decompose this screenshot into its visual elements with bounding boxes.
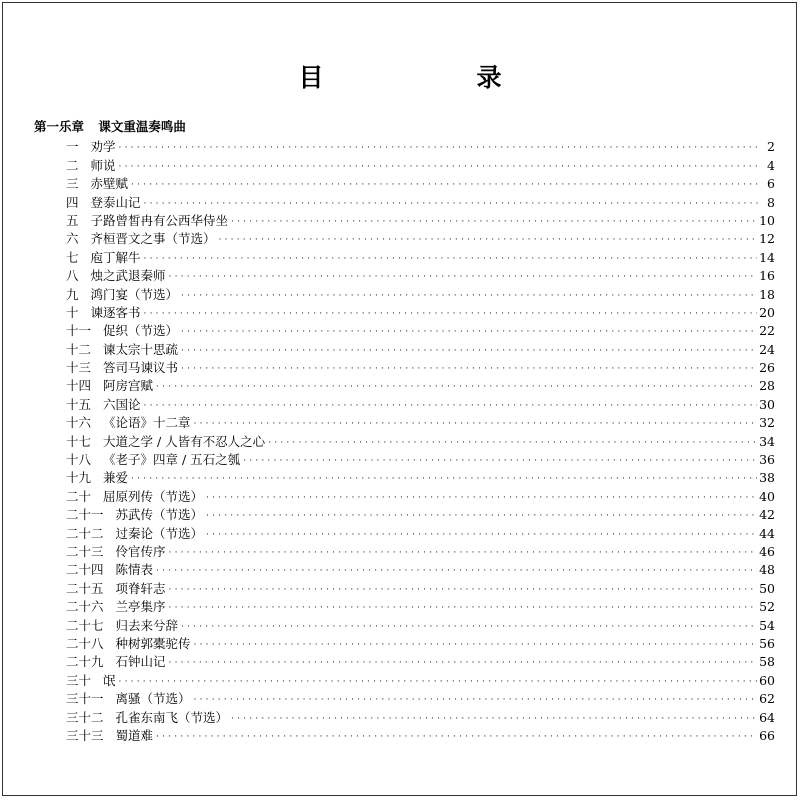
toc-entry[interactable]: [66, 670, 775, 688]
entry-title: 庖丁解牛: [90, 249, 141, 265]
entry-page-number: 4: [767, 157, 775, 173]
entry-title: 烛之武退秦师: [90, 268, 166, 284]
toc-entry[interactable]: [66, 303, 775, 321]
entry-title: 离骚（节选）: [115, 691, 191, 707]
entry-page-number: 6: [767, 176, 775, 192]
entry-page-number: 8: [767, 194, 775, 210]
entry-page-number: 18: [759, 286, 775, 302]
entry-title: 孔雀东南飞（节选）: [115, 709, 229, 725]
entry-title: 石钟山记: [115, 654, 166, 670]
entry-title: 师说: [90, 157, 116, 173]
dot-leader: [169, 583, 758, 597]
entry-page-number: 40: [759, 488, 775, 504]
dot-leader: [219, 233, 758, 247]
chapter-name: 课文重温奏鸣曲: [98, 119, 186, 134]
entry-number: 十三: [66, 360, 92, 376]
dot-leader: [144, 399, 758, 413]
entry-page-number: 62: [759, 691, 775, 707]
toc-entry[interactable]: [66, 211, 775, 229]
entry-number: 十六: [66, 415, 92, 431]
toc-entry[interactable]: [66, 339, 775, 357]
entry-title: 种树郭橐驼传: [115, 635, 191, 651]
entry-number: 二: [66, 157, 79, 173]
entry-page-number: 48: [759, 562, 775, 578]
dot-leader: [169, 270, 758, 284]
chapter-heading: [34, 118, 186, 135]
dot-leader: [169, 546, 758, 560]
toc-entry[interactable]: [66, 394, 775, 412]
entry-number: 三十: [66, 672, 92, 688]
entry-title: 《论语》十二章: [103, 415, 191, 431]
entry-page-number: 34: [759, 433, 775, 449]
toc-entry[interactable]: [66, 597, 775, 615]
entry-page-number: 32: [759, 415, 775, 431]
entry-page-number: 26: [759, 360, 775, 376]
toc-entry[interactable]: [66, 358, 775, 376]
dot-leader: [119, 675, 758, 689]
entry-page-number: 20: [759, 304, 775, 320]
toc-entry[interactable]: [66, 689, 775, 707]
toc-entry[interactable]: [66, 523, 775, 541]
toc-entry[interactable]: [66, 247, 775, 265]
toc-entry[interactable]: [66, 174, 775, 192]
dot-leader: [144, 197, 761, 211]
entry-number: 二十: [66, 488, 92, 504]
entry-title: 阿房宫赋: [103, 378, 154, 394]
toc-entry[interactable]: [66, 155, 775, 173]
entry-title: 兼爱: [103, 470, 129, 486]
entry-number: 二十二: [66, 525, 104, 541]
entry-page-number: 22: [759, 323, 775, 339]
toc-entry[interactable]: [66, 652, 775, 670]
toc-entry[interactable]: [66, 486, 775, 504]
entry-number: 二十三: [66, 543, 104, 559]
toc-entry[interactable]: [66, 192, 775, 210]
dot-leader: [206, 509, 757, 523]
entry-number: 九: [66, 286, 79, 302]
toc-entry[interactable]: [66, 578, 775, 596]
entry-page-number: 36: [759, 452, 775, 468]
dot-leader: [181, 620, 757, 634]
dot-leader: [181, 325, 757, 339]
entry-number: 二十八: [66, 635, 104, 651]
dot-leader: [181, 362, 757, 376]
dot-leader: [243, 454, 757, 468]
entry-page-number: 66: [759, 727, 775, 743]
entry-page-number: 56: [759, 635, 775, 651]
entry-page-number: 10: [759, 212, 775, 228]
entry-page-number: 2: [767, 139, 775, 155]
entry-number: 三十一: [66, 691, 104, 707]
entry-page-number: 30: [759, 396, 775, 412]
entry-number: 十: [66, 304, 79, 320]
entry-number: 二十九: [66, 654, 104, 670]
entry-page-number: 58: [759, 654, 775, 670]
toc-entry[interactable]: [66, 726, 775, 744]
entry-page-number: 64: [759, 709, 775, 725]
toc-entry[interactable]: [66, 413, 775, 431]
entry-page-number: 16: [759, 268, 775, 284]
entry-number: 八: [66, 268, 79, 284]
entry-number: 十一: [66, 323, 92, 339]
dot-leader: [194, 693, 758, 707]
entry-number: 三: [66, 176, 79, 192]
toc-entry[interactable]: [66, 542, 775, 560]
entry-number: 四: [66, 194, 79, 210]
entry-title: 子路曾皙冉有公西华侍坐: [90, 212, 229, 228]
toc-entry[interactable]: [66, 707, 775, 725]
entry-page-number: 44: [759, 525, 775, 541]
entry-title: 齐桓晋文之事（节选）: [90, 231, 216, 247]
dot-leader: [231, 215, 757, 229]
entry-title: 《老子》四章 / 五石之瓠: [103, 452, 241, 468]
entry-number: 十二: [66, 341, 92, 357]
toc-entry[interactable]: [66, 615, 775, 633]
dot-leader: [206, 491, 757, 505]
entry-title: 六国论: [103, 396, 141, 412]
toc-entry[interactable]: [66, 284, 775, 302]
dot-leader: [131, 472, 757, 486]
toc-entry[interactable]: [66, 321, 775, 339]
dot-leader: [131, 178, 761, 192]
entry-number: 二十六: [66, 599, 104, 615]
dot-leader: [156, 380, 757, 394]
entry-number: 二十七: [66, 617, 104, 633]
entry-page-number: 28: [759, 378, 775, 394]
entry-number: 二十五: [66, 580, 104, 596]
dot-leader: [231, 712, 757, 726]
dot-leader: [144, 252, 758, 266]
toc-entry[interactable]: [66, 229, 775, 247]
entry-title: 苏武传（节选）: [115, 507, 204, 523]
entry-number: 三十二: [66, 709, 104, 725]
toc-entry[interactable]: [66, 376, 775, 394]
toc-entry[interactable]: [66, 266, 775, 284]
entry-page-number: 54: [759, 617, 775, 633]
entry-number: 五: [66, 212, 79, 228]
entry-number: 一: [66, 139, 79, 155]
entry-title: 屈原列传（节选）: [103, 488, 204, 504]
toc-entry[interactable]: [66, 505, 775, 523]
entry-title: 劝学: [90, 139, 116, 155]
entry-title: 过秦论（节选）: [115, 525, 204, 541]
dot-leader: [181, 289, 757, 303]
dot-leader: [206, 528, 757, 542]
chapter-label: 第一乐章: [34, 119, 85, 134]
dot-leader: [181, 344, 757, 358]
toc-entry[interactable]: [66, 137, 775, 155]
toc-entry[interactable]: [66, 431, 775, 449]
entry-title: 伶官传序: [115, 543, 166, 559]
entry-number: 二十一: [66, 507, 104, 523]
dot-leader: [169, 601, 758, 615]
entry-number: 十五: [66, 396, 92, 412]
entry-title: 谏逐客书: [90, 304, 141, 320]
entry-page-number: 14: [759, 249, 775, 265]
page-title: 目 录: [298, 63, 566, 92]
entry-page-number: 46: [759, 543, 775, 559]
entry-title: 归去来兮辞: [115, 617, 179, 633]
dot-leader: [156, 730, 757, 744]
toc-list: [66, 137, 775, 744]
entry-title: 鸿门宴（节选）: [90, 286, 179, 302]
entry-page-number: 12: [759, 231, 775, 247]
dot-leader: [194, 638, 758, 652]
entry-page-number: 24: [759, 341, 775, 357]
toc-entry[interactable]: [66, 468, 775, 486]
entry-title: 赤壁赋: [90, 176, 129, 192]
entry-number: 十七: [66, 433, 92, 449]
entry-number: 三十三: [66, 727, 104, 743]
entry-number: 十九: [66, 470, 92, 486]
entry-page-number: 50: [759, 580, 775, 596]
dot-leader: [194, 417, 758, 431]
entry-page-number: 42: [759, 507, 775, 523]
entry-number: 十八: [66, 452, 92, 468]
entry-number: 七: [66, 249, 79, 265]
entry-title: 氓: [103, 672, 116, 688]
toc-entry[interactable]: [66, 560, 775, 578]
entry-title: 蜀道难: [115, 727, 154, 743]
toc-entry[interactable]: [66, 634, 775, 652]
entry-number: 十四: [66, 378, 92, 394]
entry-page-number: 38: [759, 470, 775, 486]
entry-page-number: 60: [759, 672, 775, 688]
dot-leader: [144, 307, 758, 321]
entry-title: 大道之学 / 人皆有不忍人之心: [103, 433, 266, 449]
dot-leader: [156, 564, 757, 578]
entry-title: 兰亭集序: [115, 599, 166, 615]
entry-number: 六: [66, 231, 79, 247]
entry-number: 二十四: [66, 562, 104, 578]
entry-page-number: 52: [759, 599, 775, 615]
dot-leader: [268, 436, 757, 450]
dot-leader: [119, 160, 761, 174]
dot-leader: [119, 141, 761, 155]
dot-leader: [169, 656, 758, 670]
entry-title: 登泰山记: [90, 194, 141, 210]
entry-title: 促织（节选）: [103, 323, 179, 339]
toc-entry[interactable]: [66, 450, 775, 468]
entry-title: 谏太宗十思疏: [103, 341, 179, 357]
entry-title: 答司马谏议书: [103, 360, 179, 376]
entry-title: 陈情表: [115, 562, 154, 578]
entry-title: 项脊轩志: [115, 580, 166, 596]
